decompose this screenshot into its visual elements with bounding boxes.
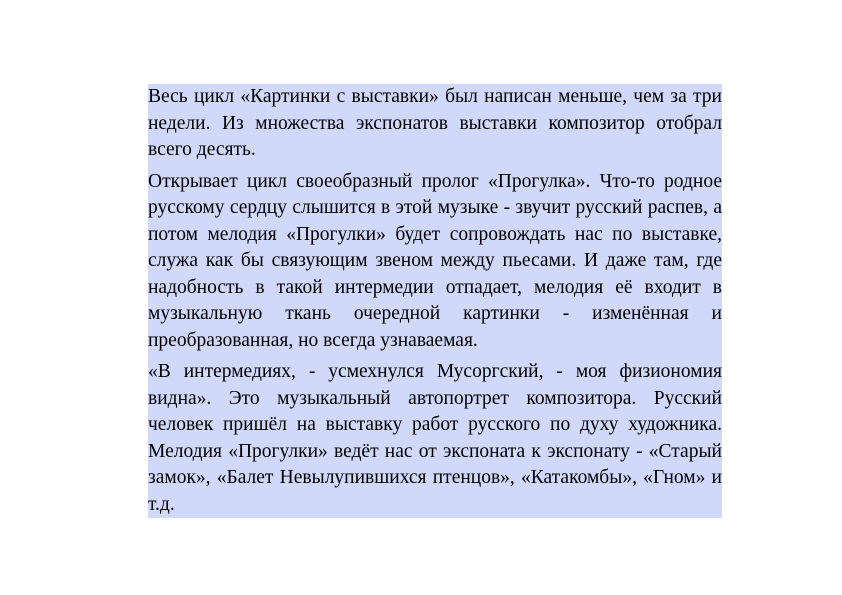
paragraph-cycle-intro: Весь цикл «Картинки с выставки» был написан меньше, чем за три недели. Из множества экспонатов выставки композитор отобрал всего десять.: [148, 86, 722, 160]
highlighted-text-block: [148, 84, 722, 518]
paragraph-promenade-prologue: Открывает цикл своеобразный пролог «Прогулка». Что-то родное русскому сердцу слышится в этой музыке - звучит русский распев, а потом мелодия «Прогулки» будет сопровождать нас по выставке, служа как бы связующим звеном между пьесами. И даже там, где надобность в такой интермедии отпадает, мелодия её входит в музыкальную ткань очередной картинки - изменённая и преобразованная, но всегда узнаваемая.: [148, 170, 722, 351]
paragraph-composer-self-portrait: «В интермедиях, - усмехнулся Мусоргский, - моя физиономия видна». Это музыкальный автопортрет композитора. Русский человек пришёл на выставку работ русского по духу художника. Мелодия «Прогулки» ведёт нас от экспоната к экспонату - «Старый замок», «Балет Невылупившихся птенцов», «Катакомбы», «Гном» и т.д.: [148, 361, 722, 515]
